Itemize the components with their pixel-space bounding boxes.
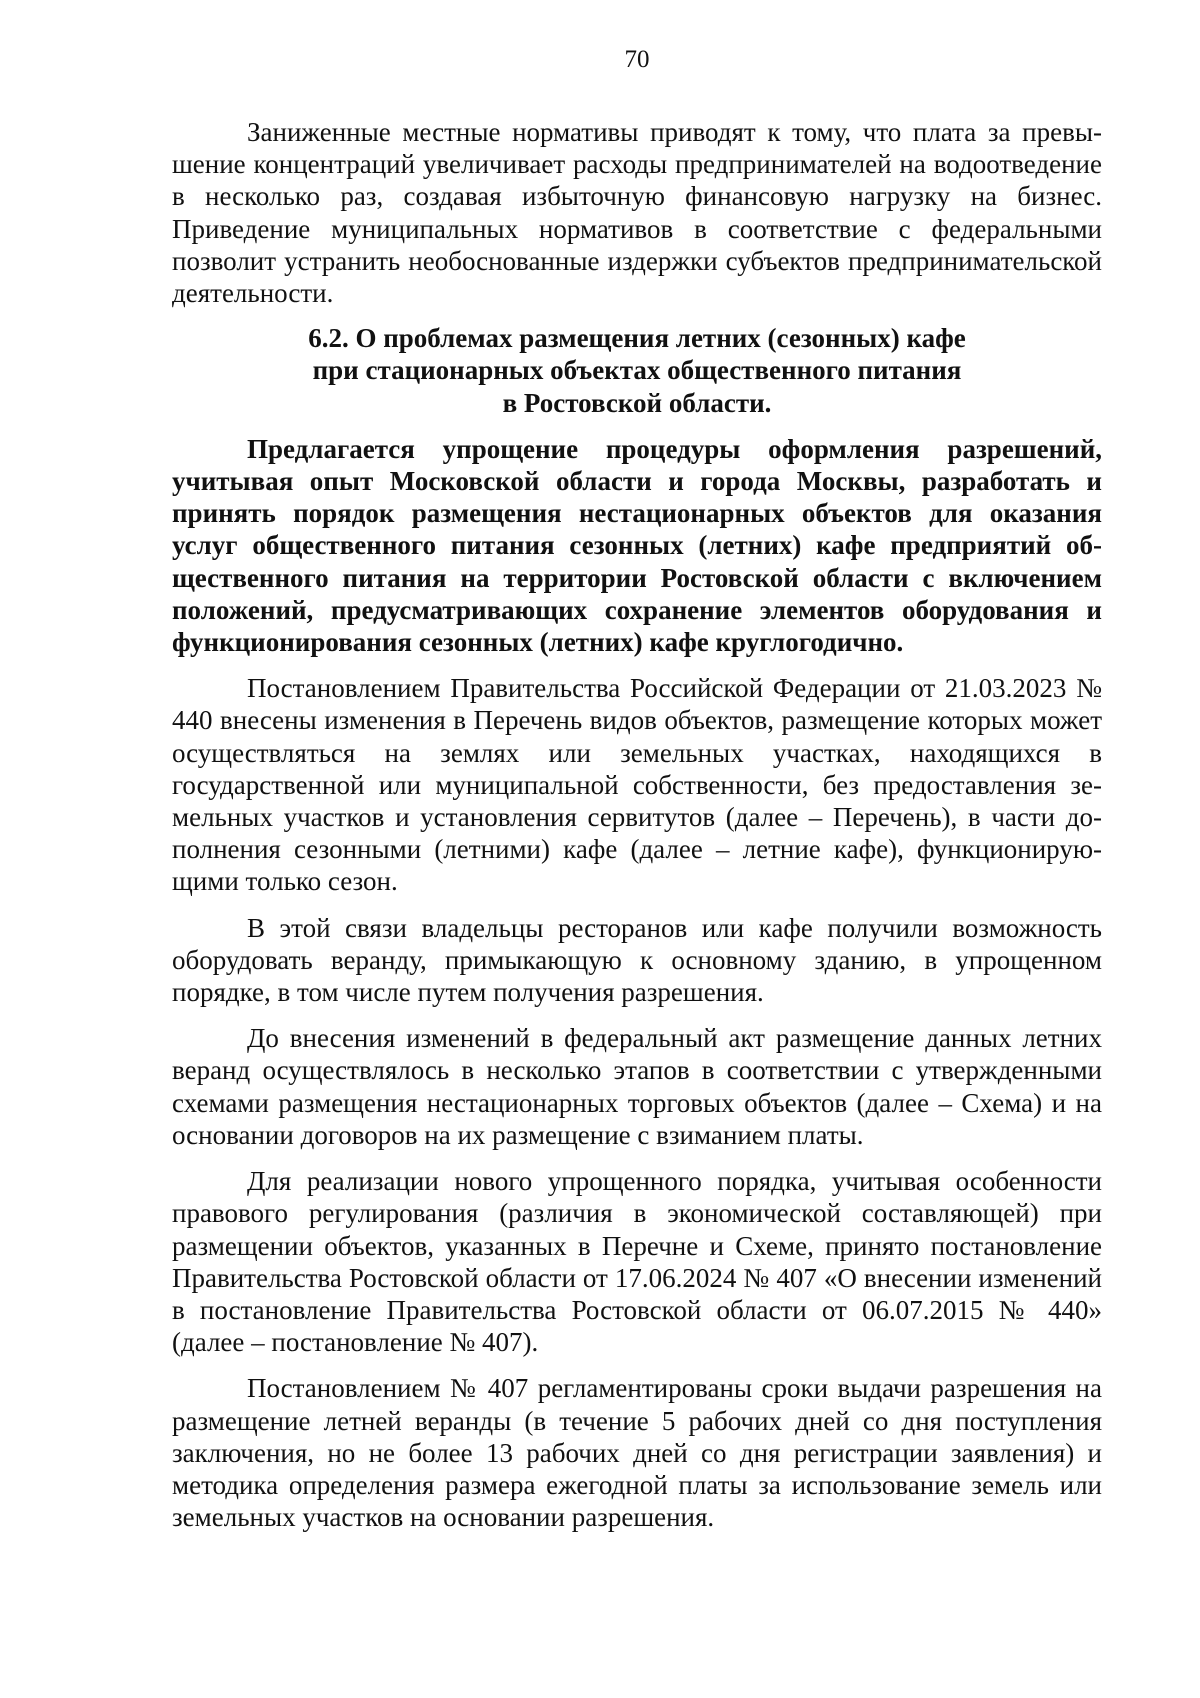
section-heading-line: в Ростовской области. — [502, 387, 772, 418]
section-heading — [172, 322, 1102, 419]
paragraph-intro: Заниженные местные нормативы приводят к тому, что плата за превышение концентраций увеличивает расходы предпринимателей на водоотведение в несколько раз, создавая избыточную финансовую нагрузку на бизнес. Приведение муниципальных нормативов в соответствие с федеральными позволит устранить необоснованные издержки субъектов предпринимательской деятельности. — [172, 117, 1102, 309]
body-paragraph: Для реализации нового упрощенного порядка, учитывая особенности правового регулирования (различия в экономической составляющей) при размещении объектов, указанных в Перечне и Схеме, принято постановление Правительства Ростовской области от 17.06.2024 № 407 «О внесении изменений в постановление Правительства Ростовской области от 06.07.2015 № 440» (далее – постановление № 407). — [172, 1166, 1102, 1358]
body-paragraph: Постановлением № 407 регламентированы сроки выдачи разрешения на размещение летней веранды (в течение 5 рабочих дней со дня поступления заключения, но не более 13 рабочих дней со дня регистрации заявления) и методика определения размера ежегодной платы за использование земель или земельных участков на основании разрешения. — [172, 1373, 1102, 1533]
proposal-paragraph: Предлагается упрощение процедуры оформления разрешений, учитывая опыт Московской области и города Москвы, разработать и принять порядок размещения нестационарных объектов для оказания услуг общественного питания сезонных (летних) кафе предприятий общественного питания на территории Ростовской области с включением положений, предусматривающих сохранение элементов оборудования и функционирования сезонных (летних) кафе круглогодично. — [172, 433, 1102, 658]
body-paragraph: До внесения изменений в федеральный акт размещение данных летних веранд осуществлялось в несколько этапов в соответствии с утвержденными схемами размещения нестационарных торговых объектов (далее – Схема) и на основании договоров на их размещение с взиманием платы. — [172, 1023, 1102, 1150]
section-heading-line: при стационарных объектах общественного питания — [312, 355, 962, 386]
section-heading-line: 6.2. О проблемах размещения летних (сезонных) кафе — [308, 323, 966, 354]
page-number: 70 — [624, 46, 650, 73]
body-paragraph: В этой связи владельцы ресторанов или кафе получили возможность оборудовать веранду, примыкающую к основному зданию, в упрощенном порядке, в том числе путем получения разрешения. — [172, 912, 1102, 1008]
page-content — [172, 116, 1102, 1547]
body-paragraph: Постановлением Правительства Российской Федерации от 21.03.2023 № 440 внесены изменения в Перечень видов объектов, размещение которых может осуществляться на землях или земельных участках, находящихся в государственной или муниципальной собственности, без предоставления земельных участков и установления сервитутов (далее – Перечень), в части дополнения сезонными (летними) кафе (далее – летние кафе), функционирующими только сезон. — [172, 673, 1102, 897]
